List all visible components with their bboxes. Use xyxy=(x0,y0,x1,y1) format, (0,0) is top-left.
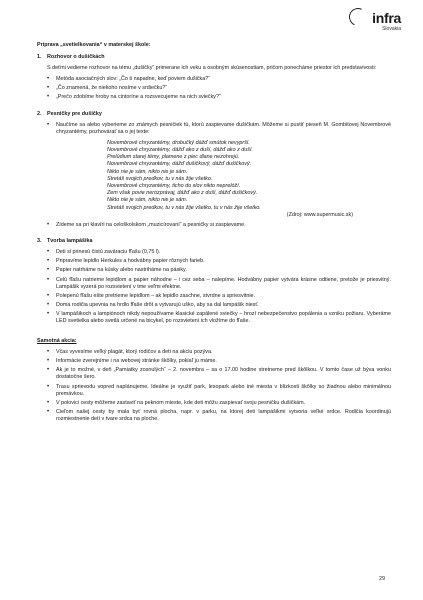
bullet-list xyxy=(37,249,391,325)
lyric-line: Novembrové chryzantémy, dážď dušičkový, dážď dušičkový. xyxy=(107,161,252,168)
logo-subtitle: Slovakia xyxy=(382,26,401,32)
bullet-list xyxy=(37,222,391,229)
list-item: • „Čo znamená, že niekoho nosíme v srdiečku?“ xyxy=(47,85,391,92)
lyric-line: Zem však povie nerozprávaj, dážď ako z duší, dážď dušičkový. xyxy=(107,190,258,197)
section-heading xyxy=(37,238,391,245)
list-item: • „Prečo zdobíme hroby na cintoríne a rozsvecujeme na nich sviečky?“ xyxy=(47,94,391,101)
list-item: • Ak je to možné, v deň „Pamiatky zosnulých“ – 2. novembra – sa o 17.00 hodine stretneme pred škôlkou. V tomto čase už býva vonku dostatočne šero. xyxy=(47,367,391,381)
section-heading xyxy=(37,111,391,118)
section-number: 3. xyxy=(37,238,42,245)
infra-logo xyxy=(341,6,401,36)
list-item: • Informácie zverejníme i na webovej stránke škôlky, pokiaľ ju máme. xyxy=(47,358,391,365)
list-item: • Papier natrháme na kúsky alebo nastriháme na pásiky. xyxy=(47,267,391,274)
lyric-line: Stretáš svojich predkov, tu v nás žije všetko, tu v nás žije všetko. xyxy=(107,204,261,211)
list-item: • Deti si prinesú čistú zaváraciu fľašu (0,75 l). xyxy=(47,249,391,256)
section-heading xyxy=(37,54,391,61)
section-number: 1. xyxy=(37,54,42,61)
list-item: • Pripravíme lepidlo Herkules a hodvábny papier rôznych farieb. xyxy=(47,258,391,265)
song-lyrics xyxy=(107,140,391,219)
list-item: • Naučíme sa alebo vyberieme zo známych pesničiek tú, ktorú zaspievame dušičkám. Môžeme si pustiť pieseň M. Gombitovej Novembrové chryzantémy, pozhovárať sa o jej texte: xyxy=(47,122,391,136)
lyric-line: Novembrové chryzantémy, ticho do slov nikto neprelóží. xyxy=(107,183,241,190)
bullet-list xyxy=(37,349,391,423)
page-title: Príprava „svetielkovania“ v materskej škole: xyxy=(37,42,151,48)
lyric-line: Novembrové chryzantémy, drobučký dážď smútok nevyprší. xyxy=(107,139,250,146)
action-heading: Samotná akcia: xyxy=(37,338,77,345)
section-number: 2. xyxy=(37,110,42,117)
section-title: Pesničky pre dušičky xyxy=(47,110,102,117)
list-item: • V lampášikoch a lampiónoch nikdy nepoužívame klasické zapálené sviečky – hrozí nebezpečenstvo popálenia a vzniku požiaru. Vyberáme LED svetielka alebo svetlá určené na bicykel, po rozsvietení ich vložíme do fľaše. xyxy=(47,311,391,325)
logo-word: infra xyxy=(372,10,401,26)
list-item: • V polovici cesty môžeme zastaviť na peknom mieste, kde deti môžu zaspievať svoju pesničku dušičkám. xyxy=(47,400,391,407)
list-item: • Celú fľašu natrieme lepidlom a papier náhodne – i cez seba – nalepíme. Hodvábny papier vytvára krásne odtiene, pretože je priesvitný. Lampášik vyzerá po rozsvietení v tme veľmi efektne. xyxy=(47,277,391,291)
list-item: • Metóda asociačných slov: „Čo ti napadne, keď poviem dušička?“ xyxy=(47,76,391,83)
logo-arc-icon xyxy=(346,5,369,28)
list-item: • Doma rodičia upevnia na hrdlo fľaše drôt a vytvarujú uško, aby sa dal lampášik niesť. xyxy=(47,302,391,309)
page-number: 29 xyxy=(379,576,385,582)
list-item: • Trasu sprievodu vopred naplánujeme. Ideálne je využiť park, lesopark alebo iné miesta v blízkosti škôlky so žiadnou alebo minimálnou premávkou. xyxy=(47,384,391,398)
lyrics-source: (Zdroj: www.supermusic.sk) xyxy=(286,211,353,218)
lyric-line: Stretáš svojich predkov, tu v nás žije všetko. xyxy=(107,175,213,182)
section-title: Rozhovor o dušičkách xyxy=(47,54,105,61)
bullet-list xyxy=(37,122,391,136)
lyric-line: Nikto nie je sám, nikto nie je sám. xyxy=(107,197,188,204)
list-item: • Polepenú fľašu ešte pretrieme lepidlom – ak lepidlo zaschne, stvrdne a spriesvitnie. xyxy=(47,293,391,300)
paragraph: S deťmi vedieme rozhovor na tému „dušičky“ primerane ich veku a osobným skúsenostiam, pričom ponecháme priestor ich predstavivosti: xyxy=(47,65,377,72)
lyric-line: Novembrové chryzantémy, dážď ako z duší, dážď ako z duší. xyxy=(107,147,253,154)
list-item: • Zídeme sa pri klavíri na celoškolskom „muzicírovaní“ a pesničky si zaspievame. xyxy=(47,222,391,229)
bullet-list xyxy=(37,76,391,101)
lyric-line: Prelúdium starej témy, plamene z piec dlane nezohrejú. xyxy=(107,154,240,161)
list-item: • Cieľom našej cesty by mala byť rovná plocha, napr. v parku, na ktorej deti lampášikmi vytvoria veľké srdce. Rodičia koordinujú rozmiestnenie detí v tvare srdca na ploche. xyxy=(47,409,391,423)
document-body xyxy=(37,42,391,427)
lyric-line: Nikto nie je sám, nikto nie je sám. xyxy=(107,168,188,175)
list-item: • Včas vyvesíme veľký plagát, ktorý rodičov a deti na akciu pozýva. xyxy=(47,349,391,356)
section-title: Tvorba lampášika xyxy=(47,238,93,245)
